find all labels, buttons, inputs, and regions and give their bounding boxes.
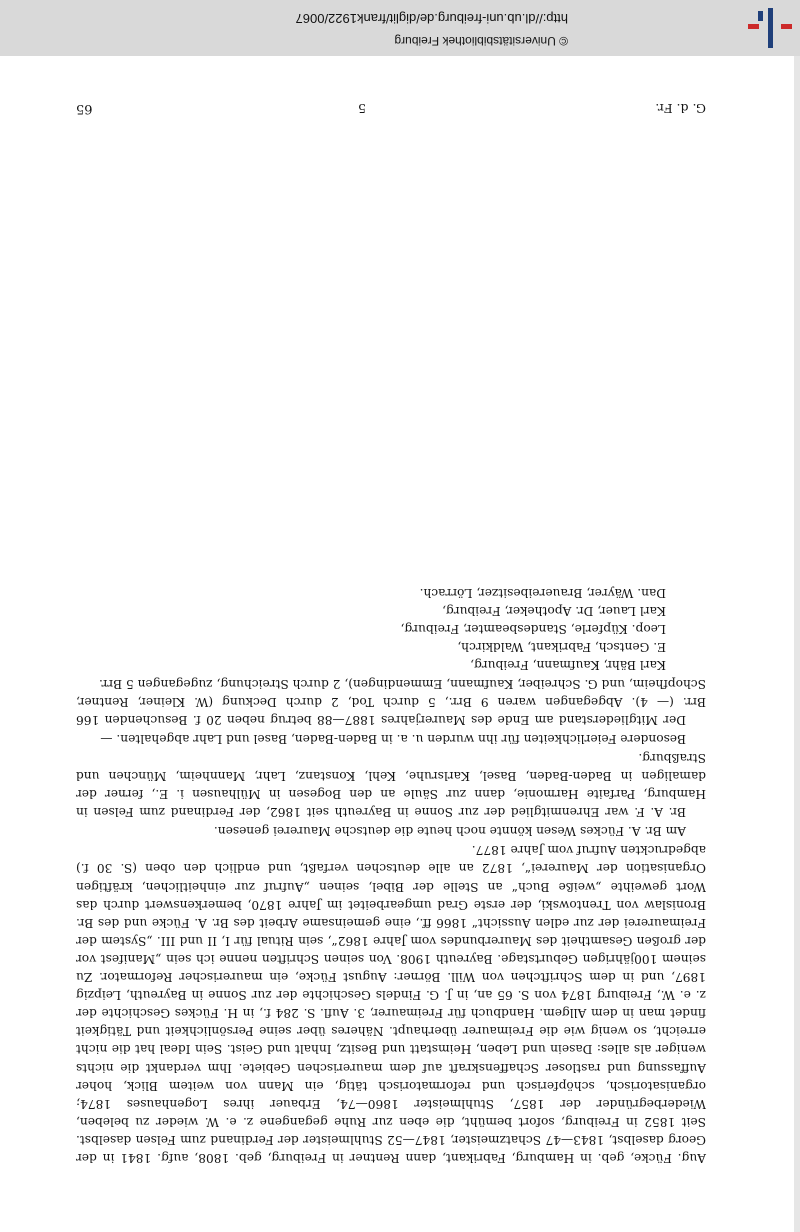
roster-entry: E. Gentsch, Fabrikant, Waldkirch,	[457, 640, 666, 655]
ub-freiburg-logo	[748, 8, 792, 48]
roster-entry: Dan. Wäyrer, Brauereibesitzer, Lörrach.	[419, 586, 666, 601]
page-number: 65	[76, 101, 93, 116]
rotated-page-content	[0, 56, 800, 1232]
member-roster	[76, 584, 666, 674]
paragraph-fuecke: Aug. Fücke, geb. in Hamburg, Fabrikant, dann Rentner in Freiburg, geb. 1808, aufg. 1841 in der Georg daselbst, 1843—47 Schatzmeister, 1847—52 Stuhlmeister der Ferdinand zum Felsen daselbst. Seit 1852 in Freiburg, sofort bemüht, die eben zur Ruhe gegangene z. e. W. wieder zu beleben, Wiederbegründer der 1857, Stuhlmeister 1860—74, Erbauer ihres Logenhauses 1874; organisatorisch, schöpferisch und reformatorisch tätig, ein Mann von weitem Blick, hoher Auffassung und rastloser Schaffenskraft auf dem maurerischen Gebiete. Ihm verdankt die nichts weniger als alles: Dasein und Leben, Heimstatt und Besitz, Inhalt und Geist. Sein Ideal hat die nicht erreicht, so wenig wie die Freimaurer überhaupt. Näheres über seine Persönlichkeit und Tätigkeit findet man in dem Allgem. Handbuch für Freimaurer, 3. Aufl. S. 284 f., in H. Fückes Geschichte der z. e. W., Freiburg 1874 von S. 65 an, in J. G. Findels Geschichte der zur Sonne in Bayreuth, Leipzig 1897, und in dem Schriftchen von Will. Börner: August Fücke, ein maurerischer Reformator. Zu seinem 100jährigen Geburtstage. Bayreuth 1908. Von seinen Schriften nenne ich sein „Manifest vor der großen Gesamtheit des Maurerbundes vom Jahre 1862“, sein Ritual für I, II und III. „System der Freimaurerei der zur edlen Aussicht“ 1866 ff., eine gemeinsame Arbeit des Br. A. Fücke und des Br. Bronislaw von Trentowski, der erste Grad umgearbeitet im Jahre 1870, bemerkenswert durch das Wort geweihte „weiße Buch“ an Stelle der Bibel, seinen „Aufruf zur einheitlichen, kräftigen Organisation der Maurerei“, 1872 an alle deutschen verfaßt, und endlich den oben (S. 30 f.) abgedruckten Aufruf vom Jahre 1877.	[76, 843, 706, 1165]
page-footer	[76, 98, 706, 116]
banner-url[interactable]: http://dl.ub.uni-freiburg.de/diglit/frank1922/0067	[295, 11, 568, 26]
scanned-page	[0, 56, 800, 1232]
scan-edge	[794, 56, 800, 1232]
paragraph-genesen: Am Br. A. Fückes Wesen könnte noch heute die deutsche Maurerei genesen.	[213, 824, 686, 839]
banner-copyright: © Universitätsbibliothek Freiburg	[394, 34, 568, 48]
text-column	[76, 584, 706, 1167]
roster-entry: Karl Lauer, Dr. Apotheker, Freiburg,	[442, 604, 666, 619]
paragraph-mitgliederstand: Der Mitgliederstand am Ende des Maurerjahres 1887—88 betrug neben 20 f. Besuchenden 166 Brr. (— 4). Abgegangen waren 9 Brr., 5 durch Tod, 2 durch Deckung (W. Kleiner, Rentner, Schopfheim, und G. Schreiber, Kaufmann, Emmendingen), 2 durch Streichung, zugegangen 5 Brr.	[76, 676, 706, 727]
roster-entry: Leop. Küpferle, Standesbeamter, Freiburg,	[400, 622, 666, 637]
footer-signature: G. d. Fr.	[655, 101, 706, 116]
paragraph-ehrenmitglied: Br. A. F. war Ehrenmitglied der zur Sonne in Bayreuth seit 1862, der Ferdinand zum Felsen in Hamburg, Parfaite Harmonie, dann zur Säule an den Bogesen in Mülhausen i. E., ferner der damaligen in Baden-Baden, Basel, Karlsruhe, Kehl, Konstanz, Lahr, Mannheim, München und Straßburg.	[76, 750, 706, 820]
banner-text	[8, 8, 568, 48]
sheet-mark: 5	[358, 101, 366, 116]
roster-entry: Karl Bähr, Kaufmann, Freiburg,	[470, 658, 666, 673]
banner	[0, 0, 800, 56]
paragraph-feierlichkeiten: Besondere Feierlichkeiten für ihn wurden u. a. in Baden-Baden, Basel und Lahr abgehalten. —	[100, 731, 686, 746]
